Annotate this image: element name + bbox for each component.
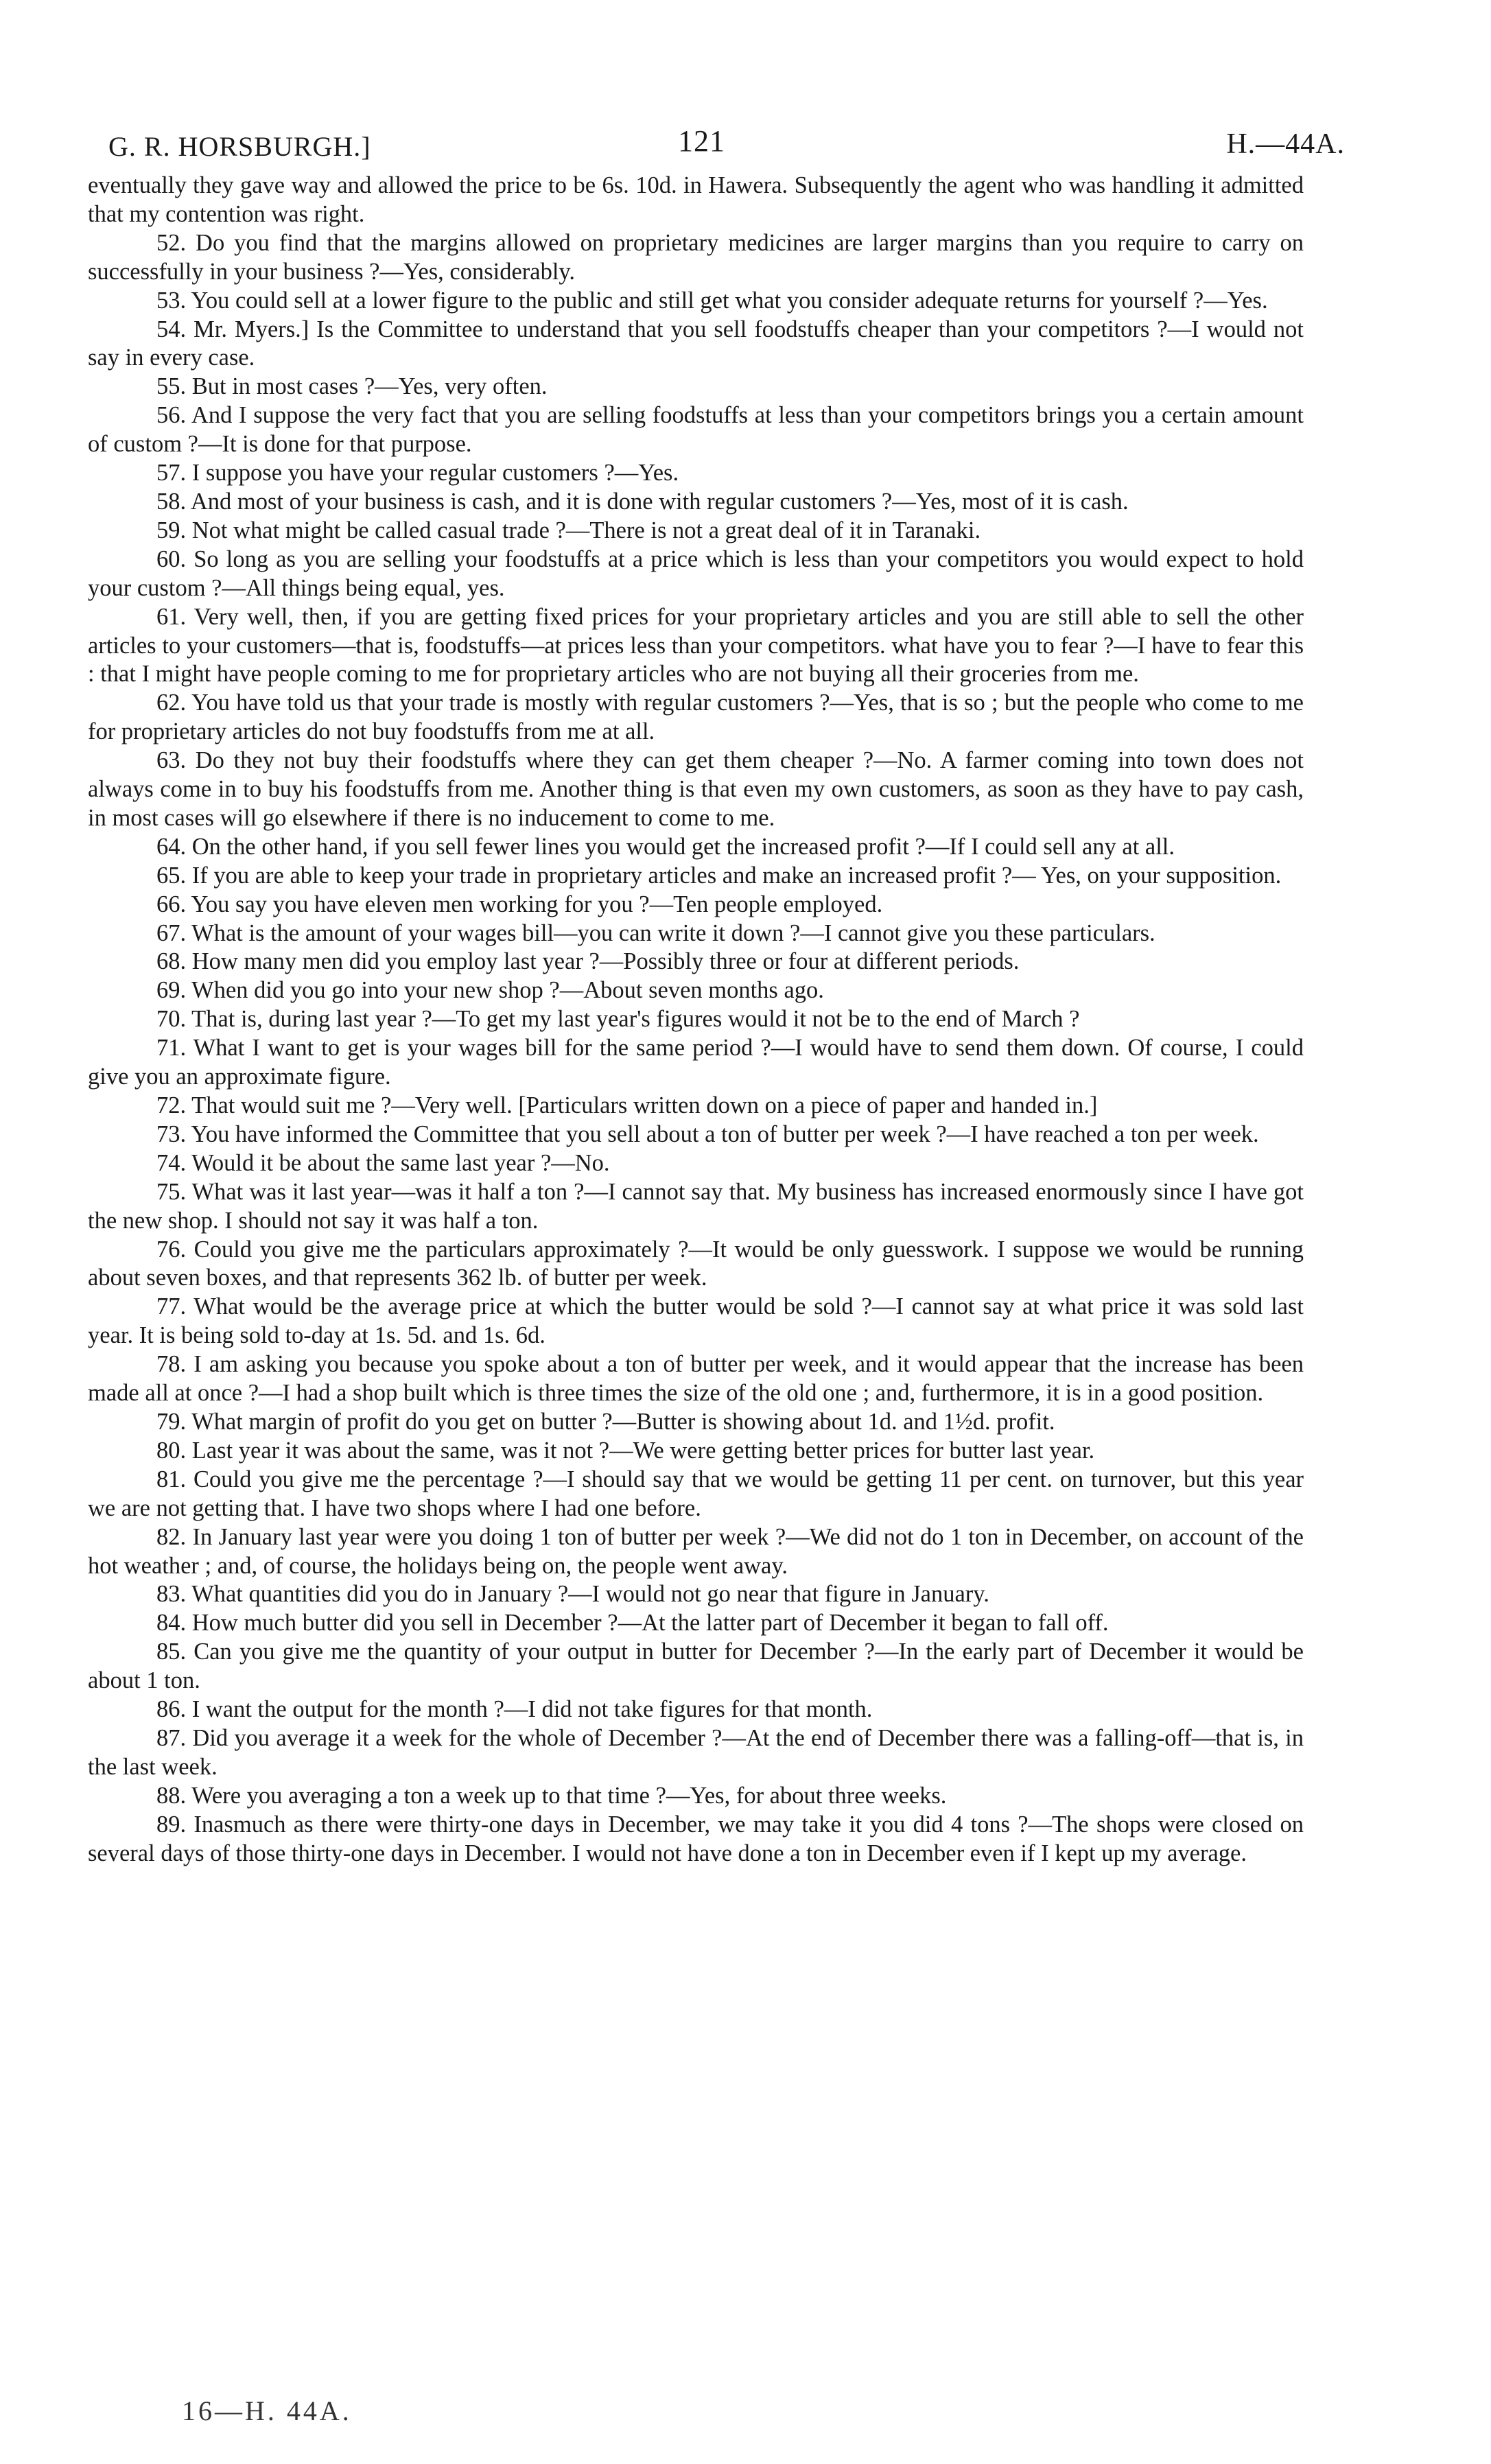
paragraph-53: 53. You could sell at a lower figure to the public and still get what you consider adequate returns for yourself ?—Yes.	[156, 287, 1268, 314]
running-header	[88, 124, 1345, 172]
signature-mark: 16—H. 44A.	[182, 2395, 352, 2426]
paragraph-75: 75. What was it last year—was it half a ton ?—I cannot say that. My business has increased enormously since I have got the new shop. I should not say it was half a ton.	[88, 1178, 1304, 1234]
paragraph-69: 69. When did you go into your new shop ?—About seven months ago.	[156, 977, 824, 1004]
paragraph-81: 81. Could you give me the percentage ?—I should say that we would be getting 11 per cent. on turnover, but this year we are not getting that. I have two shops where I had one before.	[88, 1466, 1304, 1521]
paragraph-52: 52. Do you find that the margins allowed on proprietary medicines are larger margins than you require to carry on successfully in your business ?—Yes, considerably.	[88, 229, 1304, 285]
paragraph-57: 57. I suppose you have your regular customers ?—Yes.	[156, 460, 679, 486]
paragraph-71: 71. What I want to get is your wages bill for the same period ?—I would have to send them down. Of course, I could give you an approximate figure.	[88, 1035, 1304, 1090]
paragraph-88: 88. Were you averaging a ton a week up to that time ?—Yes, for about three weeks.	[156, 1782, 947, 1809]
paragraph-56: 56. And I suppose the very fact that you are selling foodstuffs at less than your competitors brings you a certain amount of custom ?—It is done for that purpose.	[88, 402, 1304, 458]
paragraph-82: 82. In January last year were you doing 1 ton of butter per week ?—We did not do 1 ton in December, on account of the hot weather ; and, of course, the holidays being on, the people went away.	[88, 1523, 1304, 1579]
paragraph-62: 62. You have told us that your trade is mostly with regular customers ?—Yes, that is so ; but the people who come to me for proprietary articles do not buy foodstuffs from me at all.	[88, 690, 1304, 745]
paragraph-72: 72. That would suit me ?—Very well. [Particulars written down on a piece of paper and handed in.]	[156, 1092, 1098, 1118]
paragraph-55: 55. But in most cases ?—Yes, very often.	[156, 373, 548, 400]
paragraph-74: 74. Would it be about the same last year ?—No.	[156, 1149, 610, 1176]
paragraph-83: 83. What quantities did you do in January ?—I would not go near that figure in January.	[156, 1581, 989, 1608]
paragraph-66: 66. You say you have eleven men working for you ?—Ten people employed.	[156, 891, 883, 917]
page-number: 121	[678, 124, 725, 158]
paragraph-80: 80. Last year it was about the same, was it not ?—We were getting better prices for butter last year.	[156, 1437, 1095, 1464]
document-reference: H.—44A.	[1226, 128, 1345, 160]
paragraph-59: 59. Not what might be called casual trade ?—There is not a great deal of it in Taranaki.	[156, 517, 981, 543]
paragraph-64: 64. On the other hand, if you sell fewer lines you would get the increased profit ?—If I could sell any at all.	[156, 833, 1175, 860]
paragraph-84: 84. How much butter did you sell in December ?—At the latter part of December it began to fall off.	[156, 1610, 1109, 1636]
paragraph-76: 76. Could you give me the particulars approximately ?—It would be only guesswork. I suppose we would be running about seven boxes, and that represents 362 lb. of butter per week.	[88, 1236, 1304, 1291]
paragraph-68: 68. How many men did you employ last year ?—Possibly three or four at different periods.	[156, 948, 1020, 975]
paragraph-58: 58. And most of your business is cash, and it is done with regular customers ?—Yes, most of it is cash.	[156, 488, 1129, 515]
paragraph-79: 79. What margin of profit do you get on butter ?—Butter is showing about 1d. and 1½d. profit.	[156, 1408, 1055, 1435]
paragraph-85: 85. Can you give me the quantity of your output in butter for December ?—In the early part of December it would be about 1 ton.	[88, 1639, 1304, 1694]
paragraph-78: 78. I am asking you because you spoke about a ton of butter per week, and it would appear that the increase has been made all at once ?—I had a shop built which is three times the size of the old one ; and, furthermore, it is in a good position.	[88, 1351, 1304, 1407]
header-witness: G. R. HORSBURGH.]	[108, 131, 371, 162]
page	[88, 124, 1345, 1868]
paragraph-65: 65. If you are able to keep your trade in proprietary articles and make an increased profit ?— Yes, on your supposition.	[156, 862, 1282, 889]
paragraph-86: 86. I want the output for the month ?—I did not take figures for that month.	[156, 1696, 873, 1723]
paragraph-87: 87. Did you average it a week for the whole of December ?—At the end of December there was a falling-off—that is, in the last week.	[88, 1724, 1304, 1780]
paragraph-60: 60. So long as you are selling your foodstuffs at a price which is less than your competitors you would expect to hold your custom ?—All things being equal, yes.	[88, 545, 1304, 601]
paragraph-54: 54. Mr. Myers.] Is the Committee to understand that you sell foodstuffs cheaper than your competitors ?—I would not say in every case.	[88, 316, 1304, 371]
paragraph-67: 67. What is the amount of your wages bill—you can write it down ?—I cannot give you these particulars.	[156, 919, 1155, 946]
paragraph-73: 73. You have informed the Committee that you sell about a ton of butter per week ?—I have reached a ton per week.	[156, 1120, 1259, 1147]
paragraph-continued: eventually they gave way and allowed the price to be 6s. 10d. in Hawera. Subsequently the agent who was handling it admitted that my contention was right.	[88, 172, 1304, 227]
paragraph-61: 61. Very well, then, if you are getting fixed prices for your proprietary articles and you are still able to sell the other articles to your customers—that is, foodstuffs—at prices less than your competitors. what have you to fear ?—I have to fear this : that I might have people coming to me for proprietary articles who are not buying all their groceries from me.	[88, 603, 1304, 688]
paragraph-70: 70. That is, during last year ?—To get my last year's figures would it not be to the end of March ?	[156, 1006, 1080, 1033]
paragraph-77: 77. What would be the average price at which the butter would be sold ?—I cannot say at what price it was sold last year. It is being sold to-day at 1s. 5d. and 1s. 6d.	[88, 1293, 1304, 1349]
evidence-text	[88, 172, 1304, 1868]
paragraph-63: 63. Do they not buy their foodstuffs where they can get them cheaper ?—No. A farmer coming into town does not always come in to buy his foodstuffs from me. Another thing is that even my own customers, as soon as they have to pay cash, in most cases will go elsewhere if there is no inducement to come to me.	[88, 747, 1304, 831]
paragraph-89: 89. Inasmuch as there were thirty-one days in December, we may take it you did 4 tons ?—The shops were closed on several days of those thirty-one days in December. I would not have done a ton in December even if I kept up my average.	[88, 1811, 1304, 1866]
